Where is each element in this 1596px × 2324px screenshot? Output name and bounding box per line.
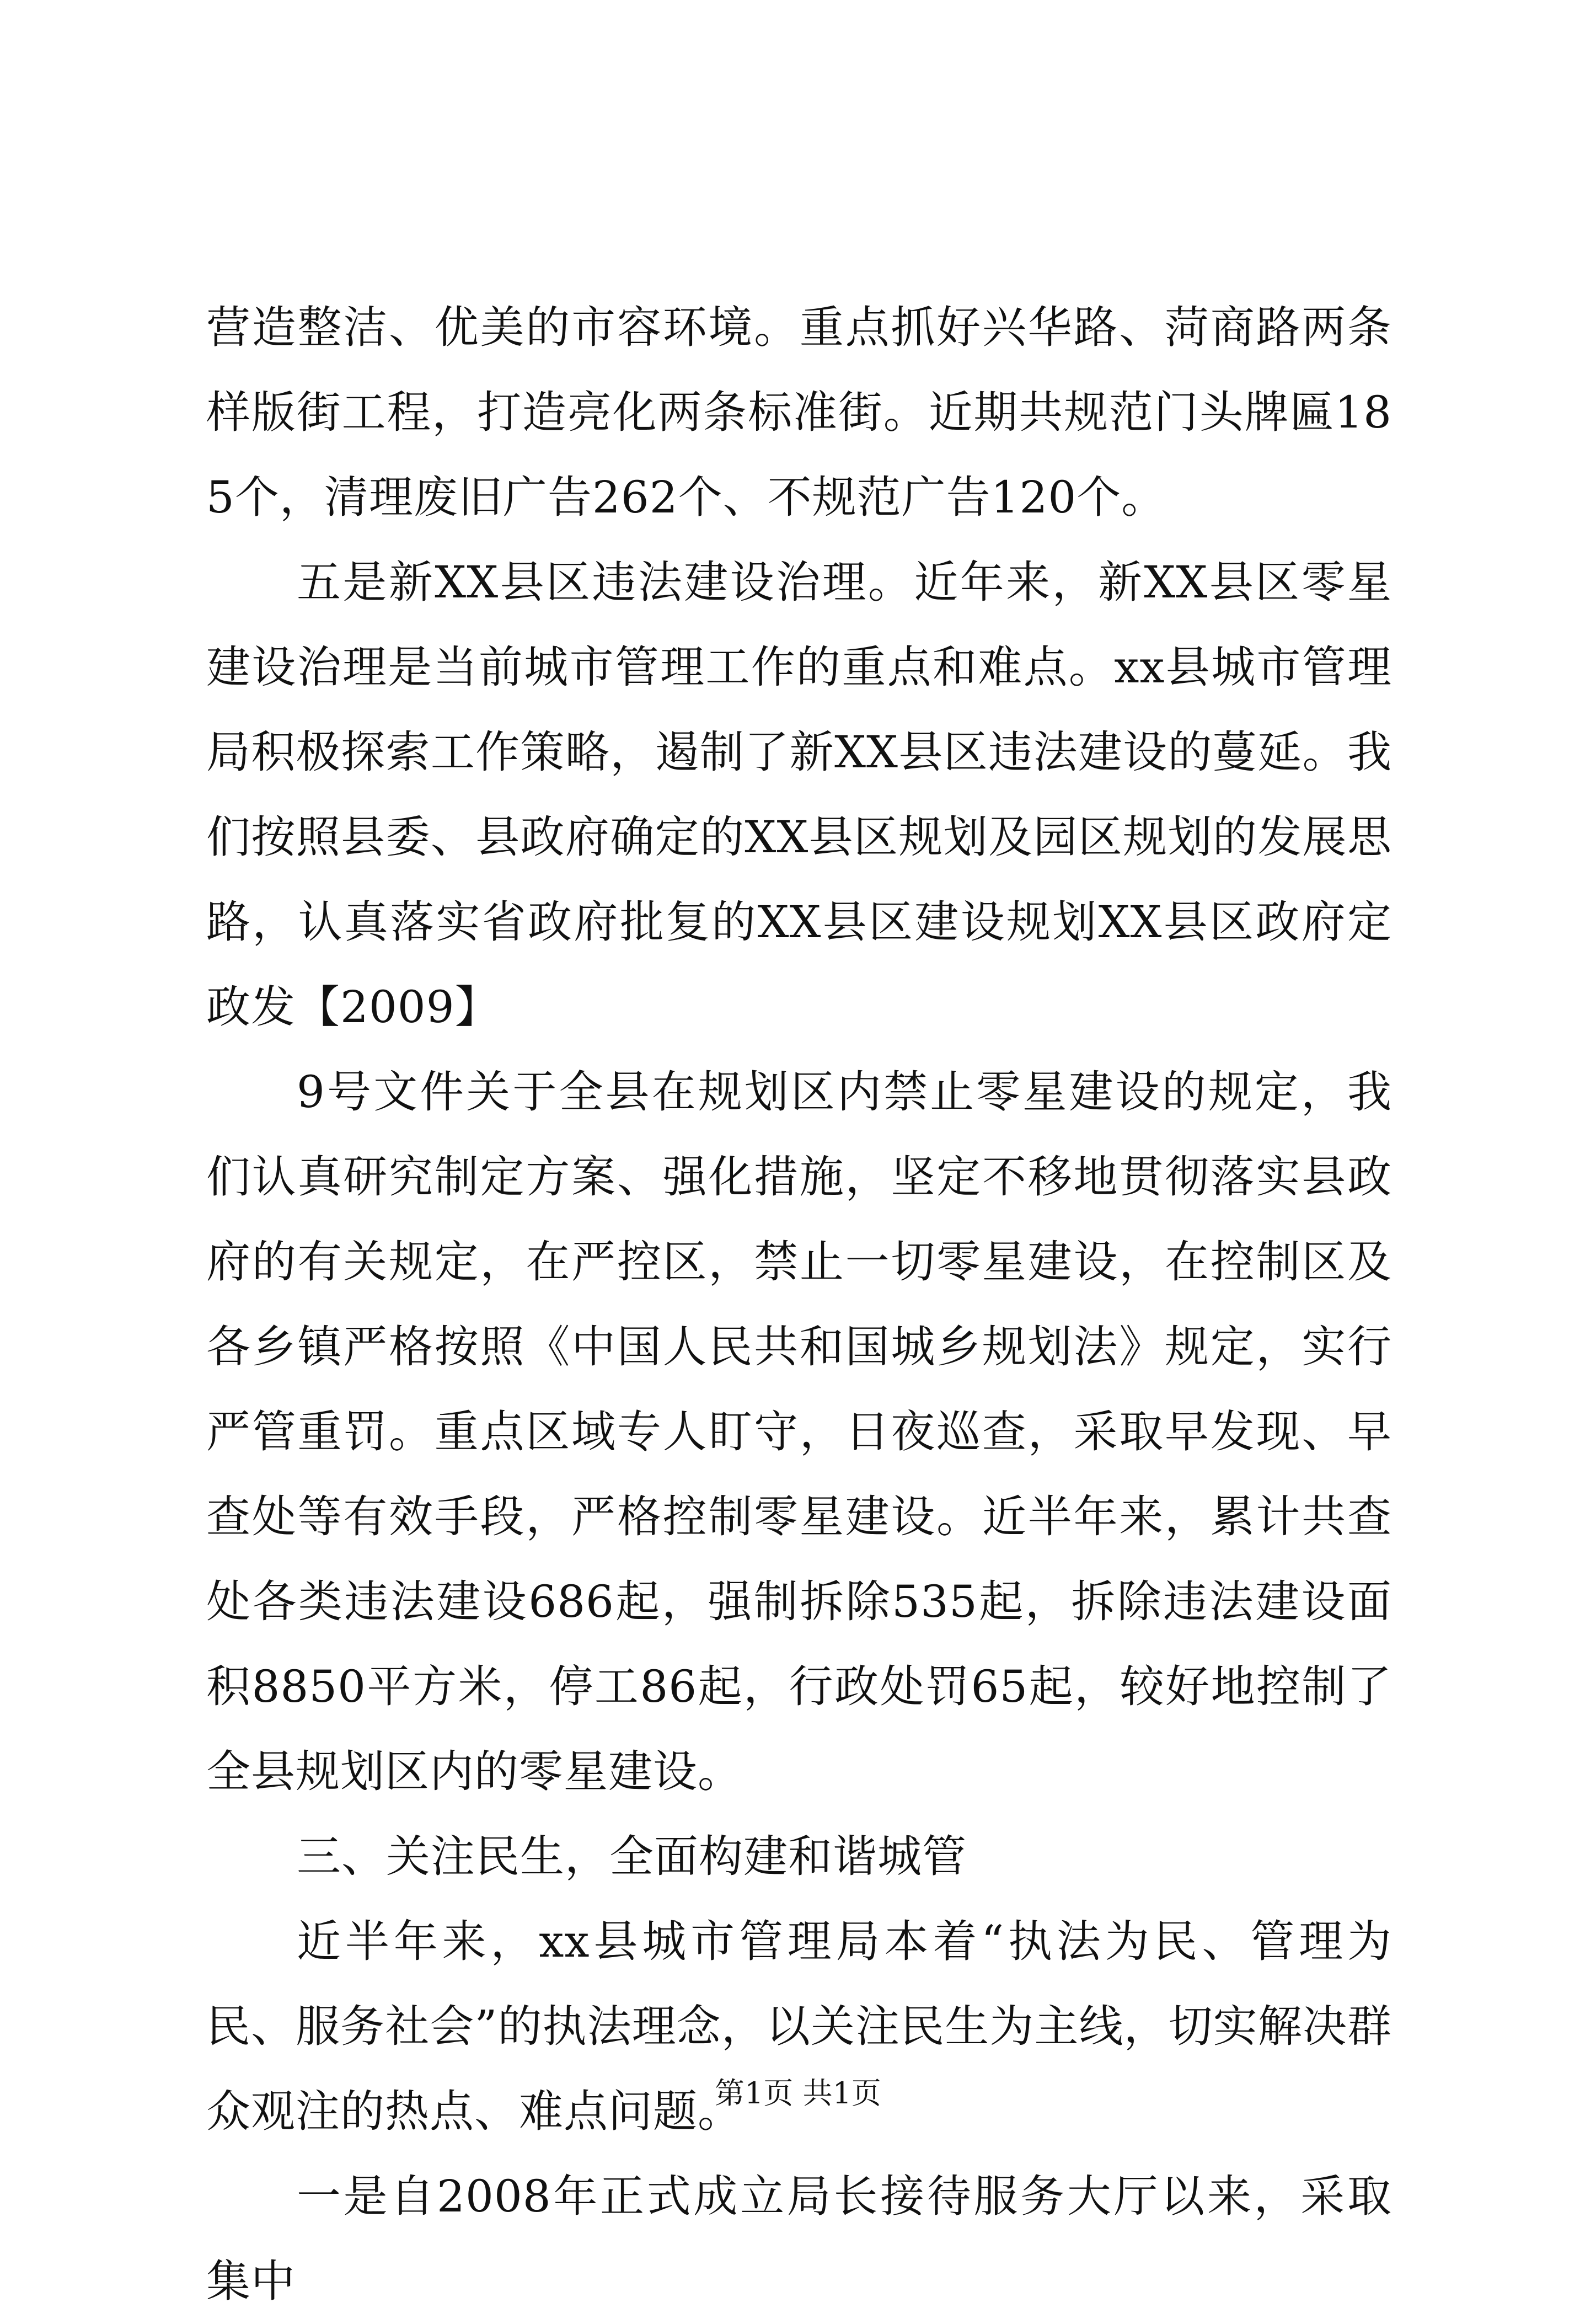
paragraph-document-no9: 9号文件关于全县在规划区内禁止零星建设的规定，我们认真研究制定方案、强化措施，坚定不移地贯彻落实县政府的有关规定，在严控区，禁止一切零星建设，在控制区及各乡镇严格按照《中国人民共和国城乡规划法》规定，实行严管重罚。重点区域专人盯守，日夜巡查，采取早发现、早查处等有效手段，严格控制零星建设。近半年来，累计共查处各类违法建设686起，强制拆除535起，拆除违法建设面积8850平方米，停工86起，行政处罚65起，较好地控制了全县规划区内的零星建设。 [206,1066,1392,1797]
document-body [206,285,1392,2324]
paragraph-illegal-construction: 五是新XX县区违法建设治理。近年来，新XX县区零星建设治理是当前城市管理工作的重点和难点。xx县城市管理局积极探索工作策略，遏制了新XX县区违法建设的蔓延。我们按照县委、县政府确定的XX县区规划及园区规划的发展思路，认真落实省政府批复的XX县区建设规划XX县区政府定政发【2009】 [206,557,1392,1033]
paragraph-reception-hall: 一是自2008年正式成立局长接待服务大厅以来，采取集中 [206,2171,1392,2307]
section-heading-livelihood: 三、关注民生，全面构建和谐城管 [297,1831,967,1882]
paragraph-livelihood-intro: 近半年来，xx县城市管理局本着“执法为民、管理为民、服务社会”的执法理念，以关注民生为主线，切实解决群众观注的热点、难点问题。 [206,1916,1392,2137]
paragraph-continuation: 营造整洁、优美的市容环境。重点抓好兴华路、菏商路两条样版街工程，打造亮化两条标准街。近期共规范门头牌匾185个，清理废旧广告262个、不规范广告120个。 [206,302,1392,523]
page-footer: 第1页 共1页 [715,2076,881,2111]
